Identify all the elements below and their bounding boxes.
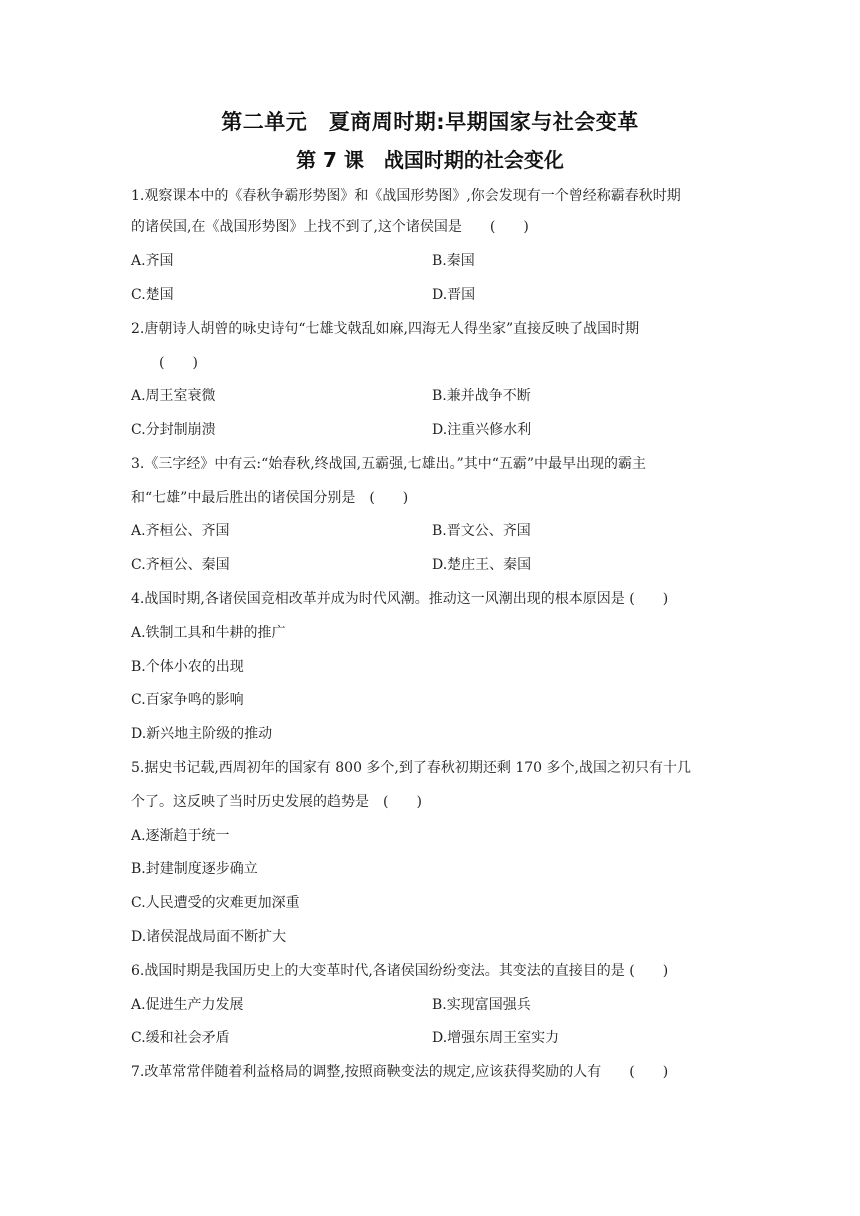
question-2-option-b: B.兼并战争不断: [432, 388, 531, 404]
question-4-option-d: D.新兴地主阶级的推动: [131, 726, 273, 742]
question-1-stem-line-2: 的诸侯国,在《战国形势图》上找不到了,这个诸侯国是 ( ): [131, 219, 529, 235]
question-2-option-d: D.注重兴修水利: [432, 422, 532, 438]
question-1-option-d: D.晋国: [432, 287, 476, 303]
question-6-option-a: A.促进生产力发展: [131, 997, 244, 1013]
question-5-option-b: B.封建制度逐步确立: [131, 861, 258, 877]
question-3-option-c: C.齐桓公、秦国: [131, 557, 230, 573]
question-2-stem-line-2: ( ): [131, 355, 198, 371]
question-6-stem-line-1: 6.战国时期是我国历史上的大变革时代,各诸侯国纷纷变法。其变法的直接目的是 ( ): [131, 963, 669, 979]
question-3-option-b: B.晋文公、齐国: [432, 523, 531, 539]
question-2-stem-line-1: 2.唐朝诗人胡曾的咏史诗句“七雄戈戟乱如麻,四海无人得坐家”直接反映了战国时期: [131, 321, 640, 337]
question-5-option-d: D.诸侯混战局面不断扩大: [131, 929, 287, 945]
question-3-stem-line-2: 和“七雄”中最后胜出的诸侯国分别是 ( ): [131, 490, 409, 506]
question-4-option-c: C.百家争鸣的影响: [131, 692, 244, 708]
question-6-option-c: C.缓和社会矛盾: [131, 1030, 230, 1046]
question-7-stem-line-1: 7.改革常常伴随着利益格局的调整,按照商鞅变法的规定,应该获得奖励的人有 ( ): [131, 1064, 669, 1080]
question-5-stem-line-2: 个了。这反映了当时历史发展的趋势是 ( ): [131, 794, 422, 810]
question-3-stem-line-1: 3.《三字经》中有云:“始春秋,终战国,五霸强,七雄出。”其中“五霸”中最早出现的霸主: [131, 456, 647, 472]
question-1-option-a: A.齐国: [131, 253, 174, 269]
question-1-stem-line-1: 1.观察课本中的《春秋争霸形势图》和《战国形势图》,你会发现有一个曾经称霸春秋时期: [131, 188, 681, 204]
question-3-option-d: D.楚庄王、秦国: [432, 557, 532, 573]
question-1-option-b: B.秦国: [432, 253, 475, 269]
question-4-stem-line-1: 4.战国时期,各诸侯国竞相改革并成为时代风潮。推动这一风潮出现的根本原因是 ( ): [131, 591, 669, 607]
question-5-option-a: A.逐渐趋于统一: [131, 828, 230, 844]
question-3-option-a: A.齐桓公、齐国: [131, 523, 230, 539]
question-4-option-a: A.铁制工具和牛耕的推广: [131, 625, 286, 641]
question-5-option-c: C.人民遭受的灾难更加深重: [131, 895, 300, 911]
question-6-option-d: D.增强东周王室实力: [432, 1030, 560, 1046]
question-2-option-a: A.周王室衰微: [131, 388, 216, 404]
lesson-title: 第 7 课 战国时期的社会变化: [296, 148, 564, 172]
question-2-option-c: C.分封制崩溃: [131, 422, 216, 438]
question-5-stem-line-1: 5.据史书记载,西周初年的国家有 800 多个,到了春秋初期还剩 170 多个,战国之初只有十几: [131, 760, 691, 776]
question-1-option-c: C.楚国: [131, 287, 174, 303]
question-4-option-b: B.个体小农的出现: [131, 659, 244, 675]
question-6-option-b: B.实现富国强兵: [432, 997, 531, 1013]
unit-title: 第二单元 夏商周时期:早期国家与社会变革: [221, 110, 639, 134]
